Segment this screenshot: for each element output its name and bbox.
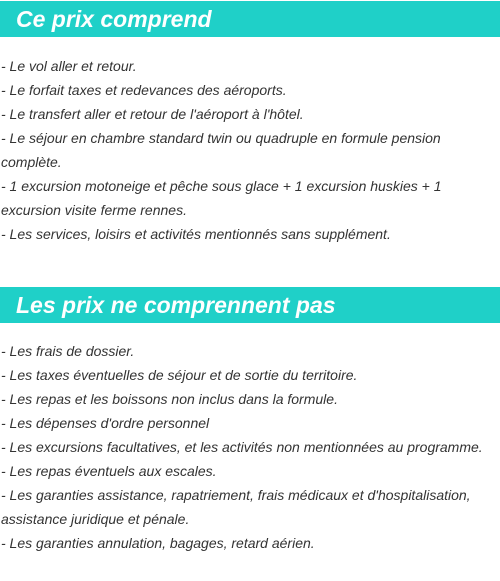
excluded-item: - Les repas et les boissons non inclus dans la formule. (1, 391, 338, 407)
included-item: - Le transfert aller et retour de l'aéroport à l'hôtel. (1, 106, 304, 122)
excluded-item: - Les repas éventuels aux escales. (1, 463, 217, 479)
excluded-item: - Les garanties assistance, rapatriement, frais médicaux et d'hospitalisation, assistance juridique et pénale. (1, 487, 471, 527)
included-item: - Le vol aller et retour. (1, 58, 137, 74)
excluded-item: - Les dépenses d'ordre personnel (1, 415, 210, 431)
included-item: - Les services, loisirs et activités mentionnés sans supplément. (1, 226, 391, 242)
section-spacer (0, 246, 500, 287)
excluded-item: - Les excursions facultatives, et les activités non mentionnées au programme. (1, 439, 483, 455)
included-section (0, 1, 500, 246)
included-item: - Le forfait taxes et redevances des aéroports. (1, 82, 287, 98)
included-header: Ce prix comprend (0, 1, 500, 37)
excluded-header: Les prix ne comprennent pas (0, 287, 500, 323)
excluded-item: - Les garanties annulation, bagages, retard aérien. (1, 535, 315, 551)
included-item: - 1 excursion motoneige et pêche sous glace + 1 excursion huskies + 1 excursion visite ferme rennes. (1, 178, 442, 218)
excluded-item: - Les taxes éventuelles de séjour et de sortie du territoire. (1, 367, 358, 383)
excluded-item: - Les frais de dossier. (1, 343, 135, 359)
excluded-list (0, 339, 500, 555)
excluded-section (0, 287, 500, 555)
included-item: - Le séjour en chambre standard twin ou quadruple en formule pension complète. (1, 130, 441, 170)
included-list (0, 54, 500, 246)
